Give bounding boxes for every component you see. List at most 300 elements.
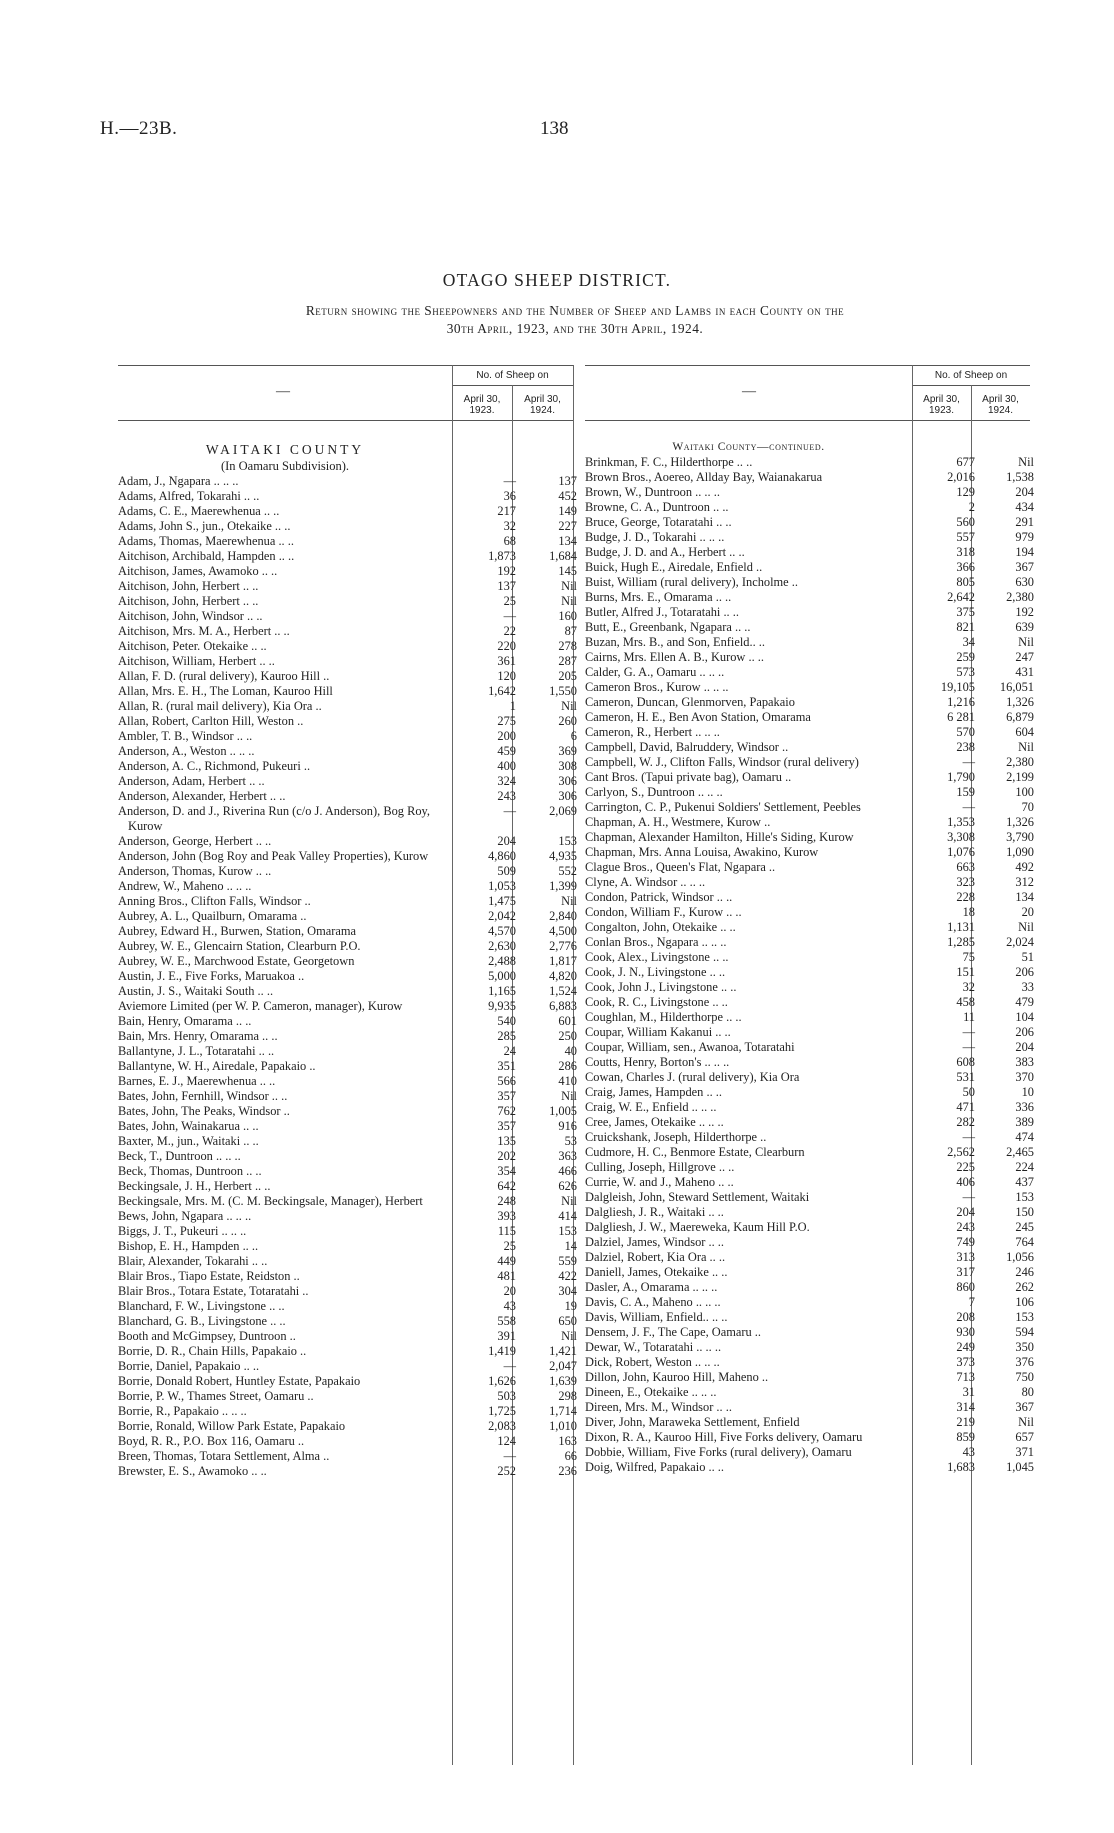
table-row	[585, 725, 1034, 740]
sheep-1924: 630	[1015, 575, 1034, 589]
table-row	[118, 1299, 577, 1314]
sheep-1924: 308	[558, 759, 577, 773]
owner-name: Brown, W., Duntroon .. .. ..	[585, 485, 720, 499]
table-row	[585, 455, 1034, 470]
owner-name: Chapman, A. H., Westmere, Kurow ..	[585, 815, 771, 829]
sheep-1924: 452	[558, 489, 577, 503]
sheep-1923: 43	[962, 1445, 975, 1459]
sheep-1923: —	[962, 800, 975, 814]
table-row	[585, 890, 1034, 905]
sheep-1924: 304	[558, 1284, 577, 1298]
sheep-1923: 354	[497, 1164, 516, 1178]
owner-name: Allan, Mrs. E. H., The Loman, Kauroo Hill	[118, 684, 333, 698]
sheep-1924: 2,776	[549, 939, 577, 953]
sheep-1924: 206	[1015, 1025, 1034, 1039]
header-group-left: No. of Sheep on	[476, 370, 549, 381]
sheep-1923: —	[503, 804, 516, 818]
table-row	[118, 909, 577, 924]
table-row	[585, 1370, 1034, 1385]
sheep-1924: 1,550	[549, 684, 577, 698]
sheep-1924: 370	[1015, 1070, 1034, 1084]
table-row	[585, 1175, 1034, 1190]
table-row	[585, 860, 1034, 875]
table-row	[585, 830, 1034, 845]
table-row	[118, 1104, 577, 1119]
page-subtitle	[110, 302, 1040, 338]
sheep-1923: 192	[497, 564, 516, 578]
owner-name: Dalziel, James, Windsor .. ..	[585, 1235, 724, 1249]
sheep-1923: 859	[956, 1430, 975, 1444]
sheep-1924: 369	[558, 744, 577, 758]
owner-name: Carlyon, S., Duntroon .. .. ..	[585, 785, 723, 799]
sheep-1924: 205	[558, 669, 577, 683]
owner-name: Anderson, A. C., Richmond, Pukeuri ..	[118, 759, 311, 773]
owner-name: Congalton, John, Otekaike .. ..	[585, 920, 736, 934]
sheep-1924: 601	[558, 1014, 577, 1028]
table-row	[118, 1239, 577, 1254]
sheep-1924: 336	[1015, 1100, 1034, 1114]
sheep-1923: 219	[956, 1415, 975, 1429]
sheep-1924: Nil	[1018, 740, 1034, 754]
sheep-1923: 323	[956, 875, 975, 889]
sheep-1924: 1,399	[549, 879, 577, 893]
table-row	[585, 575, 1034, 590]
table-row	[118, 1419, 577, 1434]
sheep-1924: 227	[558, 519, 577, 533]
sheep-1924: 1,684	[549, 549, 577, 563]
table-row	[118, 969, 577, 984]
sheep-1924: 153	[558, 834, 577, 848]
owner-name: Daniell, James, Otekaike .. ..	[585, 1265, 728, 1279]
table-row	[585, 1445, 1034, 1460]
sheep-1923: 805	[956, 575, 975, 589]
owner-name: Buzan, Mrs. B., and Son, Enfield.. ..	[585, 635, 765, 649]
sheep-1924: 2,840	[549, 909, 577, 923]
sheep-1923: 50	[962, 1085, 975, 1099]
sheep-1923: 677	[956, 455, 975, 469]
table-row	[585, 635, 1034, 650]
owner-name: Aubrey, Edward H., Burwen, Station, Omarama	[118, 924, 356, 938]
table-row	[585, 815, 1034, 830]
table-row	[585, 1025, 1034, 1040]
sheep-1924: 6,879	[1006, 710, 1034, 724]
owner-name: Campbell, W. J., Clifton Falls, Windsor (rural delivery)	[585, 755, 859, 769]
table-row	[118, 1209, 577, 1224]
owner-name: Aitchison, Mrs. M. A., Herbert .. ..	[118, 624, 290, 638]
sheep-1923: 393	[497, 1209, 516, 1223]
sheep-1923: 32	[503, 519, 516, 533]
owner-name: Aitchison, James, Awamoko .. ..	[118, 564, 278, 578]
sheep-1924: 1,817	[549, 954, 577, 968]
sheep-1924: 153	[558, 1224, 577, 1238]
sheep-1923: —	[962, 1130, 975, 1144]
header-dash-left: —	[276, 384, 290, 399]
sheep-1923: 243	[956, 1220, 975, 1234]
sheep-1923: 357	[497, 1089, 516, 1103]
owner-name: Buist, William (rural delivery), Incholme ..	[585, 575, 798, 589]
table-row	[118, 1374, 577, 1389]
table-row	[118, 1269, 577, 1284]
owner-name: Allan, F. D. (rural delivery), Kauroo Hill ..	[118, 669, 330, 683]
table-row	[585, 485, 1034, 500]
sheep-1924: 6	[570, 729, 577, 743]
sheep-1924: Nil	[1018, 1415, 1034, 1429]
owner-name: Cree, James, Otekaike .. .. ..	[585, 1115, 724, 1129]
owner-name: Carrington, C. P., Pukenui Soldiers' Settlement, Peebles	[585, 800, 861, 814]
owner-name: Butt, E., Greenbank, Ngapara .. ..	[585, 620, 751, 634]
table-row	[585, 1205, 1034, 1220]
sheep-1923: 243	[497, 789, 516, 803]
owner-name: Beck, T., Duntroon .. .. ..	[118, 1149, 241, 1163]
sheep-1924: Nil	[561, 699, 577, 713]
owner-name: Aitchison, William, Herbert .. ..	[118, 654, 275, 668]
sheep-1923: 1,626	[488, 1374, 516, 1388]
sheep-1923: 642	[497, 1179, 516, 1193]
sheep-1923: 503	[497, 1389, 516, 1403]
sheep-1923: 9,935	[488, 999, 516, 1013]
sheep-1924: 100	[1015, 785, 1034, 799]
owner-name: Aubrey, W. E., Marchwood Estate, Georgetown	[118, 954, 355, 968]
sheep-1923: 2,016	[947, 470, 975, 484]
header-year2-left: April 30, 1924.	[524, 394, 561, 416]
table-row	[585, 965, 1034, 980]
subtitle-line-1: Return showing the Sheepowners and the Number of Sheep and Lambs in each County on the	[305, 303, 845, 318]
sheep-1923: 25	[503, 1239, 516, 1253]
table-row	[585, 620, 1034, 635]
sheep-1924: 53	[564, 1134, 577, 1148]
sheep-1924: 160	[558, 609, 577, 623]
owner-name: Cook, Alex., Livingstone .. ..	[585, 950, 729, 964]
table-row	[118, 834, 577, 849]
table-row	[118, 714, 577, 729]
sheep-1924: 6,883	[549, 999, 577, 1013]
table-row	[585, 680, 1034, 695]
owner-name: Anderson, John (Bog Roy and Peak Valley Properties), Kurow	[118, 849, 429, 863]
county-heading: WAITAKI COUNTY	[205, 442, 365, 457]
table-row	[118, 1134, 577, 1149]
owner-name: Currie, W. and J., Maheno .. ..	[585, 1175, 734, 1189]
sheep-1924: 153	[1015, 1310, 1034, 1324]
sheep-1923: 400	[497, 759, 516, 773]
owner-name: Adams, Thomas, Maerewhenua .. ..	[118, 534, 294, 548]
owner-name: Ballantyne, J. L., Totaratahi .. ..	[118, 1044, 275, 1058]
sheep-1924: 246	[1015, 1265, 1034, 1279]
owner-name: Ballantyne, W. H., Airedale, Papakaio ..	[118, 1059, 316, 1073]
table-row	[585, 1355, 1034, 1370]
header-top-rule-right	[585, 365, 1030, 366]
sheep-1923: 24	[503, 1044, 516, 1058]
table-row	[118, 804, 577, 834]
sheep-1924: 291	[1015, 515, 1034, 529]
sheep-1923: 129	[956, 485, 975, 499]
owner-name: Burns, Mrs. E., Omarama .. ..	[585, 590, 732, 604]
sheep-1924: 106	[1015, 1295, 1034, 1309]
table-row	[118, 1059, 577, 1074]
sheep-1924: 639	[1015, 620, 1034, 634]
sheep-1924: 1,045	[1006, 1460, 1034, 1474]
table-row	[118, 1029, 577, 1044]
sheep-1923: 1,053	[488, 879, 516, 893]
owner-name: Dewar, W., Totaratahi .. .. ..	[585, 1340, 722, 1354]
sheep-1923: 220	[497, 639, 516, 653]
table-row	[118, 1044, 577, 1059]
header-year2-right: April 30, 1924.	[982, 394, 1019, 416]
sheep-1924: 2,069	[549, 804, 577, 818]
sheep-1923: 120	[497, 669, 516, 683]
owner-name: Baxter, M., jun., Waitaki .. ..	[118, 1134, 259, 1148]
sheep-1923: 391	[497, 1329, 516, 1343]
sheep-1923: 1,285	[947, 935, 975, 949]
sheep-1923: 557	[956, 530, 975, 544]
table-row	[118, 1404, 577, 1419]
sheep-1923: 238	[956, 740, 975, 754]
sheep-1924: Nil	[1018, 635, 1034, 649]
table-row	[585, 980, 1034, 995]
owner-name: Anderson, D. and J., Riverina Run (c/o J. Anderson), Bog Roy, Kurow	[118, 804, 431, 833]
sheep-1924: 194	[1015, 545, 1034, 559]
owner-name: Bates, John, The Peaks, Windsor ..	[118, 1104, 290, 1118]
owner-name: Borrie, R., Papakaio .. .. ..	[118, 1404, 247, 1418]
sheep-1924: 298	[558, 1389, 577, 1403]
sheep-1924: 134	[558, 534, 577, 548]
table-row	[585, 1160, 1034, 1175]
table-row	[585, 710, 1034, 725]
sheep-1924: 4,935	[549, 849, 577, 863]
table-row	[585, 740, 1034, 755]
owner-name: Cairns, Mrs. Ellen A. B., Kurow .. ..	[585, 650, 764, 664]
table-row	[585, 1100, 1034, 1115]
table-row	[585, 1310, 1034, 1325]
sheep-1923: 204	[497, 834, 516, 848]
table-row	[118, 519, 577, 534]
table-row	[118, 474, 577, 489]
owner-name: Borrie, D. R., Chain Hills, Papakaio ..	[118, 1344, 307, 1358]
sheep-1924: 149	[558, 504, 577, 518]
sheep-1924: Nil	[561, 1194, 577, 1208]
sheep-1924: 163	[558, 1434, 577, 1448]
sheep-1923: 137	[497, 579, 516, 593]
sheep-1923: 471	[956, 1100, 975, 1114]
page-title: OTAGO SHEEP DISTRICT.	[442, 270, 672, 290]
owner-name: Adam, J., Ngapara .. .. ..	[118, 474, 239, 488]
sheep-1924: 2,465	[1006, 1145, 1034, 1159]
table-row	[585, 1010, 1034, 1025]
table-row	[585, 800, 1034, 815]
sheep-1923: 373	[956, 1355, 975, 1369]
sheep-1924: 594	[1015, 1325, 1034, 1339]
sheep-1924: 2,380	[1006, 755, 1034, 769]
table-row	[585, 1295, 1034, 1310]
sheep-1923: 713	[956, 1370, 975, 1384]
sheep-1923: 1,790	[947, 770, 975, 784]
sheep-1923: 68	[503, 534, 516, 548]
owner-name: Blair Bros., Totara Estate, Totaratahi ..	[118, 1284, 309, 1298]
sheep-1924: 383	[1015, 1055, 1034, 1069]
sheep-1923: 18	[962, 905, 975, 919]
table-row	[118, 939, 577, 954]
owner-name: Bews, John, Ngapara .. .. ..	[118, 1209, 252, 1223]
sheep-1923: 531	[956, 1070, 975, 1084]
sheep-1924: 3,790	[1006, 830, 1034, 844]
owner-name: Dalgliesh, J. R., Waitaki .. ..	[585, 1205, 724, 1219]
owner-name: Beckingsale, Mrs. M. (C. M. Beckingsale, Manager), Herbert	[118, 1194, 423, 1208]
owner-name: Cudmore, H. C., Benmore Estate, Clearburn	[585, 1145, 805, 1159]
table-row	[585, 530, 1034, 545]
sheep-1923: 566	[497, 1074, 516, 1088]
sheep-1924: 145	[558, 564, 577, 578]
sheep-1923: 25	[503, 594, 516, 608]
sheep-1924: 1,010	[549, 1419, 577, 1433]
owner-name: Conlan Bros., Ngapara .. .. ..	[585, 935, 727, 949]
sheep-1924: 4,820	[549, 969, 577, 983]
sheep-1924: 422	[558, 1269, 577, 1283]
sheep-1924: 376	[1015, 1355, 1034, 1369]
owner-name: Brewster, E. S., Awamoko .. ..	[118, 1464, 267, 1478]
right-rows	[585, 455, 1034, 1475]
sheep-1923: 249	[956, 1340, 975, 1354]
owner-name: Aitchison, Peter. Otekaike .. ..	[118, 639, 267, 653]
sheep-1924: 2,047	[549, 1359, 577, 1373]
table-row	[118, 1359, 577, 1374]
owner-name: Dalgleish, John, Steward Settlement, Waitaki	[585, 1190, 810, 1204]
owner-name: Cook, R. C., Livingstone .. ..	[585, 995, 728, 1009]
table-row	[585, 665, 1034, 680]
sheep-1923: 481	[497, 1269, 516, 1283]
sheep-1923: 1,165	[488, 984, 516, 998]
sheep-1924: 1,326	[1006, 695, 1034, 709]
sheep-1923: 1	[509, 699, 516, 713]
sheep-1923: —	[962, 1040, 975, 1054]
table-row	[118, 1254, 577, 1269]
owner-name: Bain, Mrs. Henry, Omarama .. ..	[118, 1029, 278, 1043]
sheep-1923: 22	[503, 624, 516, 638]
sheep-1924: Nil	[561, 594, 577, 608]
sheep-1923: 458	[956, 995, 975, 1009]
sheep-1924: 350	[1015, 1340, 1034, 1354]
sheep-1923: 749	[956, 1235, 975, 1249]
sheep-1923: 32	[962, 980, 975, 994]
table-row	[118, 744, 577, 759]
sheep-1924: 1,524	[549, 984, 577, 998]
sheep-1924: 204	[1015, 485, 1034, 499]
table-row	[585, 1325, 1034, 1340]
table-row	[585, 1085, 1034, 1100]
sheep-1923: 1,076	[947, 845, 975, 859]
owner-name: Craig, James, Hampden .. ..	[585, 1085, 722, 1099]
sheep-1924: 262	[1015, 1280, 1034, 1294]
owner-name: Densem, J. F., The Cape, Oamaru ..	[585, 1325, 761, 1339]
sheep-1923: 663	[956, 860, 975, 874]
owner-name: Adams, C. E., Maerewhenua .. ..	[118, 504, 280, 518]
owner-name: Aviemore Limited (per W. P. Cameron, manager), Kurow	[118, 999, 403, 1013]
sheep-1923: 275	[497, 714, 516, 728]
sheep-1924: 10	[1021, 1085, 1034, 1099]
sheep-1923: 449	[497, 1254, 516, 1268]
header-bottom-rule-right	[585, 420, 1030, 421]
owner-name: Cameron Bros., Kurow .. .. ..	[585, 680, 729, 694]
sheep-1923: 2,642	[947, 590, 975, 604]
sheep-1924: 1,421	[549, 1344, 577, 1358]
sheep-1923: 860	[956, 1280, 975, 1294]
table-row	[585, 560, 1034, 575]
table-row	[118, 729, 577, 744]
table-row	[585, 500, 1034, 515]
sheep-1924: 14	[564, 1239, 577, 1253]
sheep-1924: 306	[558, 774, 577, 788]
owner-name: Allan, R. (rural mail delivery), Kia Ora ..	[118, 699, 322, 713]
owner-name: Adams, John S., jun., Otekaike .. ..	[118, 519, 291, 533]
owner-name: Culling, Joseph, Hillgrove .. ..	[585, 1160, 735, 1174]
sheep-1924: 389	[1015, 1115, 1034, 1129]
table-row	[118, 879, 577, 894]
sheep-1924: 552	[558, 864, 577, 878]
sheep-1924: 33	[1021, 980, 1034, 994]
sheep-1923: 366	[956, 560, 975, 574]
sheep-1923: 204	[956, 1205, 975, 1219]
owner-name: Cameron, H. E., Ben Avon Station, Omarama	[585, 710, 811, 724]
table-row	[118, 954, 577, 969]
table-row	[585, 1070, 1034, 1085]
sheep-1924: 66	[564, 1449, 577, 1463]
page-number: 138	[540, 118, 569, 139]
owner-name: Barnes, E. J., Maerewhenua .. ..	[118, 1074, 276, 1088]
owner-name: Dalgliesh, J. W., Maereweka, Kaum Hill P.O.	[585, 1220, 810, 1234]
right-column	[585, 440, 1034, 1475]
table-row	[118, 984, 577, 999]
table-row	[585, 1250, 1034, 1265]
table-row	[118, 1389, 577, 1404]
owner-name: Bates, John, Wainakarua .. ..	[118, 1119, 259, 1133]
sheep-1924: 278	[558, 639, 577, 653]
sheep-1923: —	[503, 1449, 516, 1463]
table-row	[585, 1415, 1034, 1430]
sheep-1924: 1,639	[549, 1374, 577, 1388]
sheep-1924: 40	[564, 1044, 577, 1058]
sheep-1923: 821	[956, 620, 975, 634]
owner-name: Austin, J. S., Waitaki South .. ..	[118, 984, 274, 998]
table-row	[585, 845, 1034, 860]
owner-name: Borrie, Ronald, Willow Park Estate, Papakaio	[118, 1419, 346, 1433]
table-row	[118, 1089, 577, 1104]
owner-name: Buick, Hugh E., Airedale, Enfield ..	[585, 560, 763, 574]
sheep-1923: 36	[503, 489, 516, 503]
sheep-1924: 20	[1021, 905, 1034, 919]
table-row	[118, 639, 577, 654]
owner-name: Diver, John, Maraweka Settlement, Enfield	[585, 1415, 800, 1429]
table-row	[118, 1449, 577, 1464]
left-rows	[118, 474, 577, 1479]
table-row	[118, 699, 577, 714]
sheep-1924: 206	[1015, 965, 1034, 979]
table-row	[585, 1130, 1034, 1145]
table-row	[585, 1430, 1034, 1445]
sheep-1923: 43	[503, 1299, 516, 1313]
sheep-1924: 2,024	[1006, 935, 1034, 949]
table-row	[585, 1145, 1034, 1160]
table-row	[118, 999, 577, 1014]
table-row	[585, 515, 1034, 530]
table-row	[118, 1164, 577, 1179]
table-row	[118, 1074, 577, 1089]
owner-name: Brinkman, F. C., Hilderthorpe .. ..	[585, 455, 753, 469]
sheep-1924: 287	[558, 654, 577, 668]
owner-name: Clague Bros., Queen's Flat, Ngapara ..	[585, 860, 776, 874]
sheep-1924: 414	[558, 1209, 577, 1223]
sheep-1923: 573	[956, 665, 975, 679]
sheep-1923: 2	[968, 500, 975, 514]
sheep-1923: 225	[956, 1160, 975, 1174]
sheep-1923: 228	[956, 890, 975, 904]
